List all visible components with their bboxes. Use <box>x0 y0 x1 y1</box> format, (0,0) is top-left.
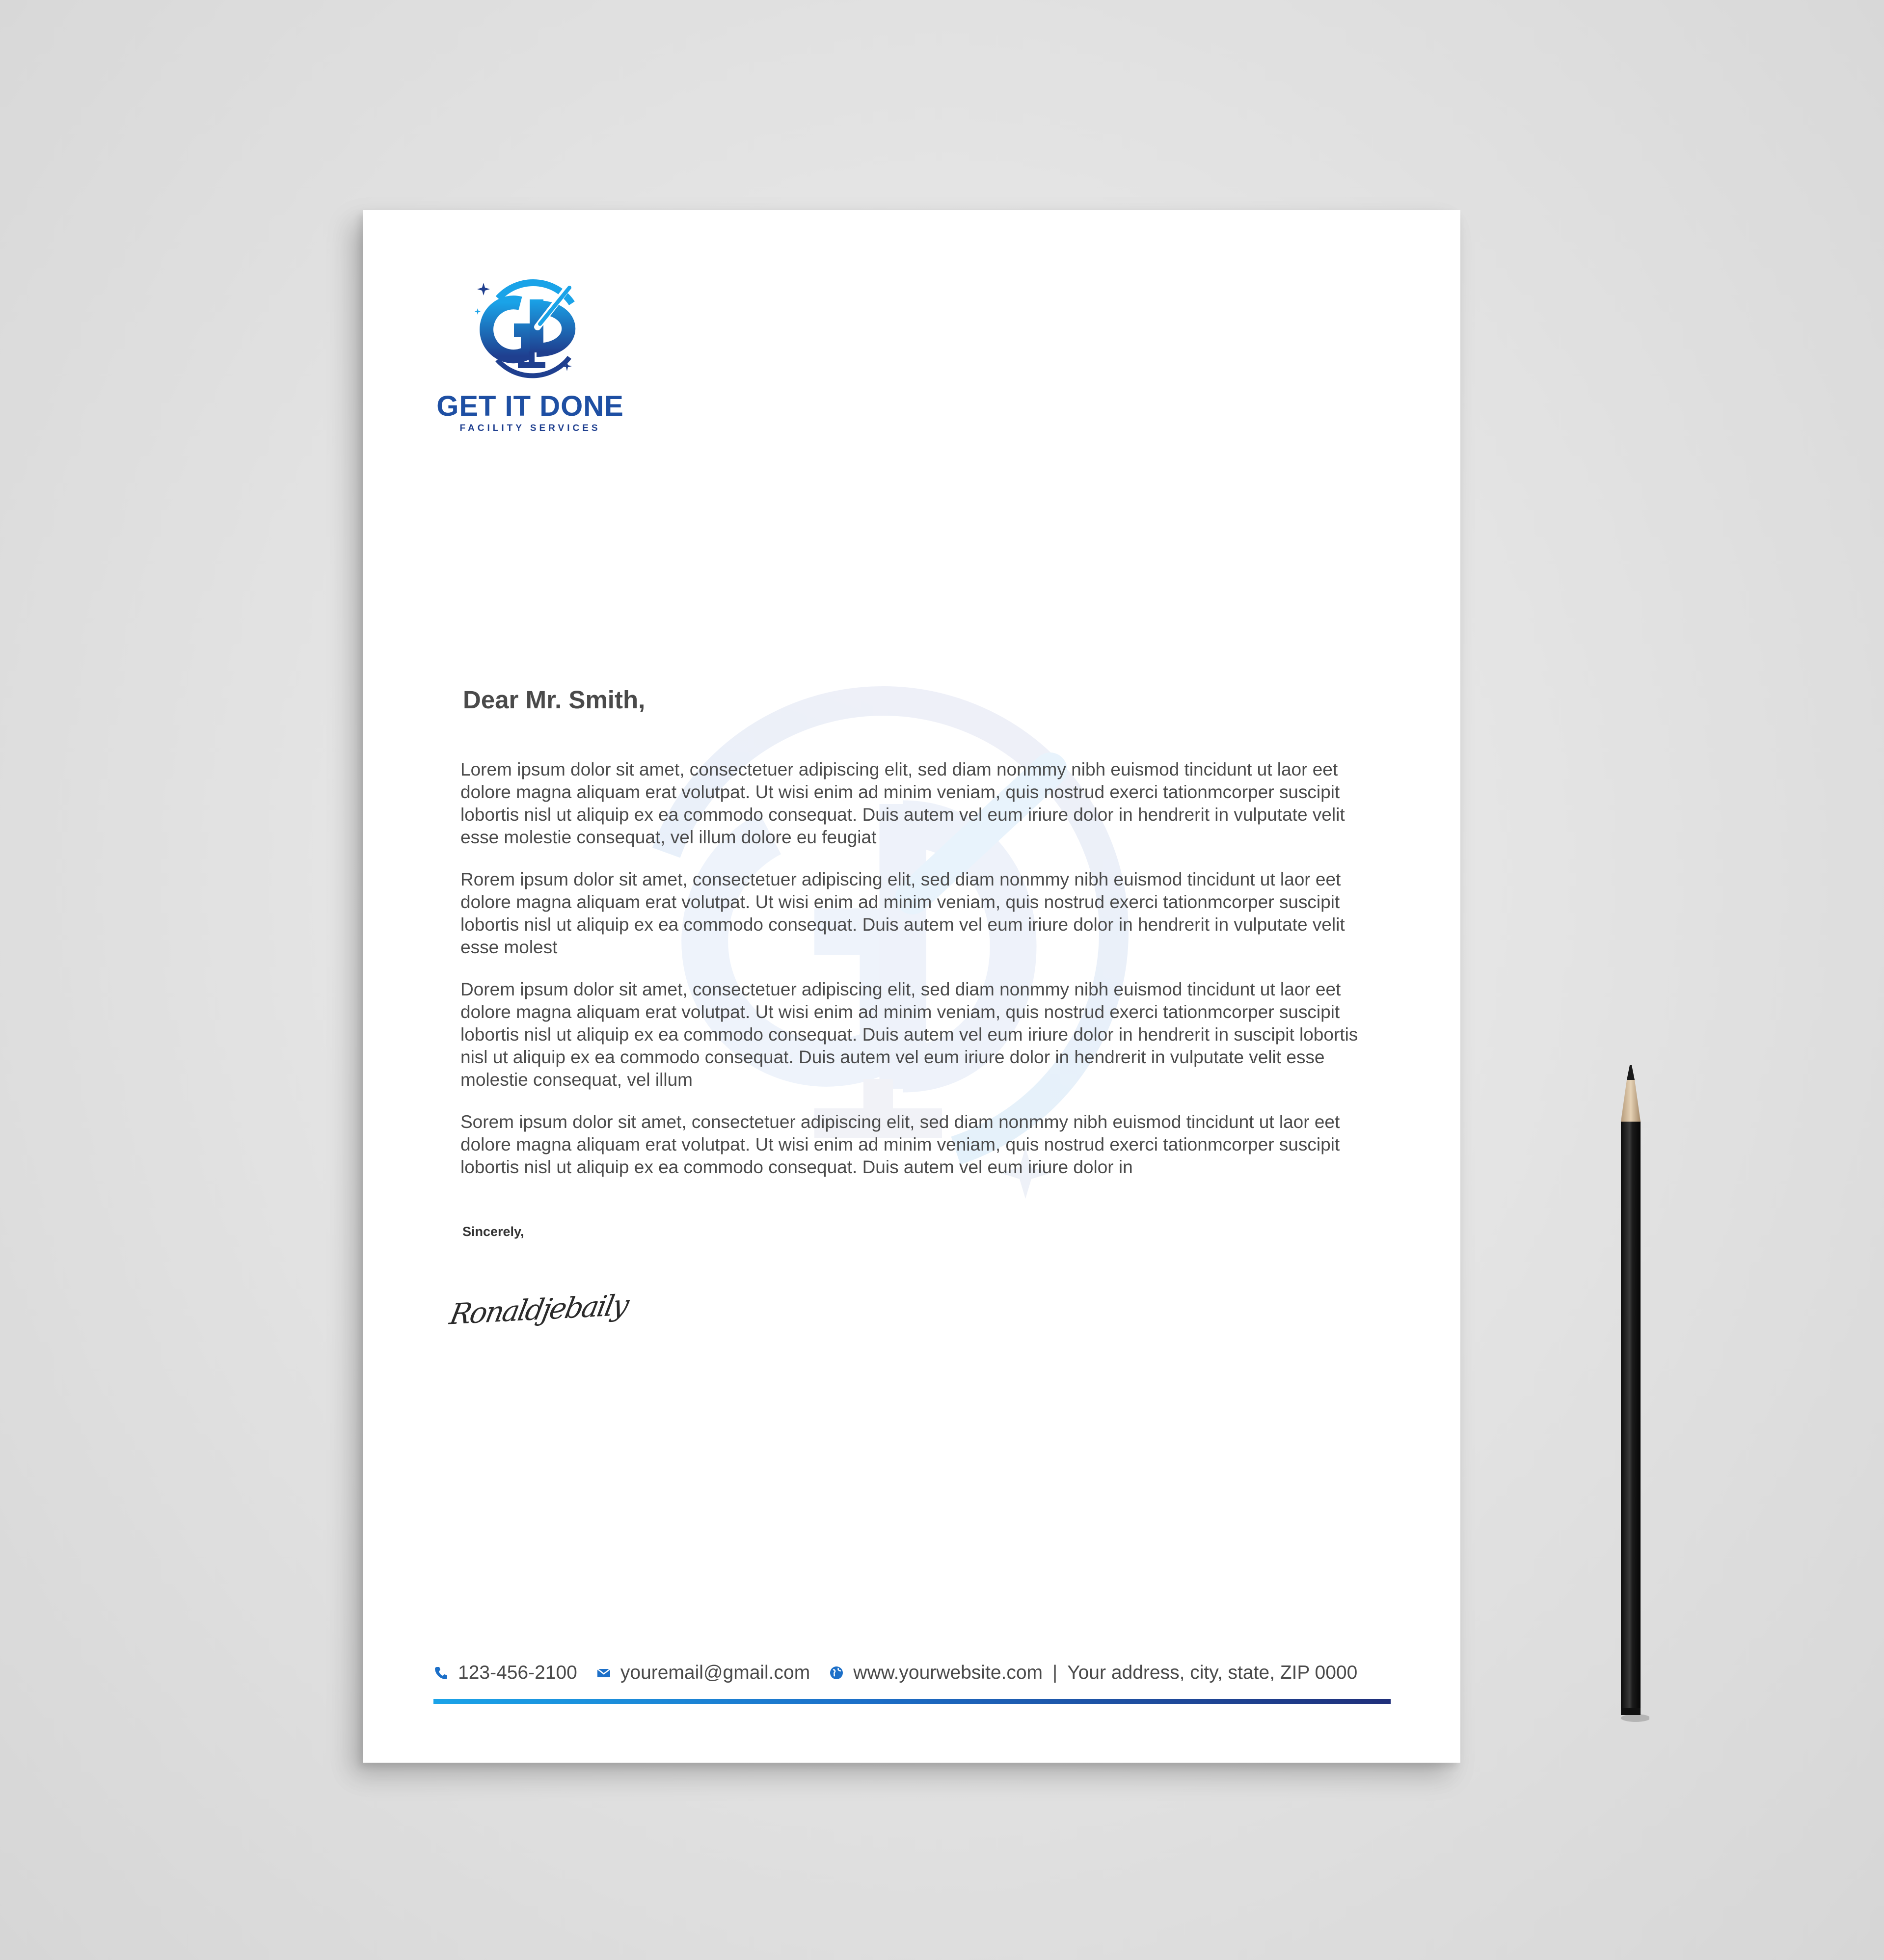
letter-paragraph: Rorem ipsum dolor sit amet, consectetuer adipiscing elit, sed diam nonmmy nibh euismod tincidunt ut laor eet dolore magna aliquam erat volutpat. Ut wisi enim ad minim veniam, quis nostrud exerci tationmcorper suscipit lobortis nisl ut aliquip ex ea commodo consequat. Duis autem vel eum iriure dolor in hendrerit in vulputate velit esse molest <box>460 869 1345 957</box>
signature: Ronaldjebaily <box>447 1288 631 1331</box>
brand-tagline: FACILITY SERVICES <box>459 423 601 433</box>
globe-icon <box>829 1665 844 1681</box>
monogram-icon <box>469 269 592 387</box>
letterhead-paper <box>363 210 1460 1763</box>
letterhead-footer <box>433 1658 1391 1688</box>
letter-greeting: Dear Mr. Smith, <box>463 686 646 714</box>
letter-paragraph: Lorem ipsum dolor sit amet, consectetuer adipiscing elit, sed diam nonmmy nibh euismod tincidunt ut laor eet dolore magna aliquam erat volutpat. Ut wisi enim ad minim veniam, quis nostrud exerci tationmcorper suscipit lobortis nisl ut aliquip ex ea commodo consequat. Duis autem vel eum iriure dolor in hendrerit in vulputate velit esse molestie consequat, vel illum dolore eu feugiat <box>460 759 1345 847</box>
footer-separator: | <box>1052 1662 1058 1683</box>
letter-paragraph: Dorem ipsum dolor sit amet, consectetuer adipiscing elit, sed diam nonmmy nibh euismod tincidunt ut laor eet dolore magna aliquam erat volutpat. Ut wisi enim ad minim veniam, quis nostrud exerci tationmcorper suscipit lobortis nisl ut aliquip ex ea commodo consequat. Duis autem vel eum iriure dolor in hendrerit in suscipit lobortis nisl ut aliquip ex ea commodo consequat. Duis autem vel eum iriure dolor in hendrerit in vulputate velit esse molestie consequat, vel illum <box>460 979 1358 1090</box>
letter-paragraph: Sorem ipsum dolor sit amet, consectetuer adipiscing elit, sed diam nonmmy nibh euismod tincidunt ut laor eet dolore magna aliquam erat volutpat. Ut wisi enim ad minim veniam, quis nostrud exerci tationmcorper suscipit lobortis nisl ut aliquip ex ea commodo consequat. Duis autem vel eum iriure dolor in <box>460 1112 1340 1177</box>
brand-name: GET IT DONE <box>436 390 624 422</box>
footer-website <box>829 1662 1043 1684</box>
brand-logo <box>427 269 633 433</box>
footer-email <box>596 1662 810 1684</box>
website-url: www.yourwebsite.com <box>853 1662 1043 1683</box>
email-icon <box>596 1665 612 1681</box>
letter-closing: Sincerely, <box>462 1224 524 1239</box>
email-address: youremail@gmail.com <box>620 1662 810 1683</box>
letter-body <box>460 758 1364 1198</box>
phone-icon <box>433 1665 449 1681</box>
pencil-prop <box>1615 1065 1649 1723</box>
mailing-address: Your address, city, state, ZIP 0000 <box>1067 1662 1358 1683</box>
footer-gradient-rule <box>433 1699 1391 1704</box>
footer-phone <box>433 1662 577 1684</box>
phone-number: 123-456-2100 <box>458 1662 577 1683</box>
